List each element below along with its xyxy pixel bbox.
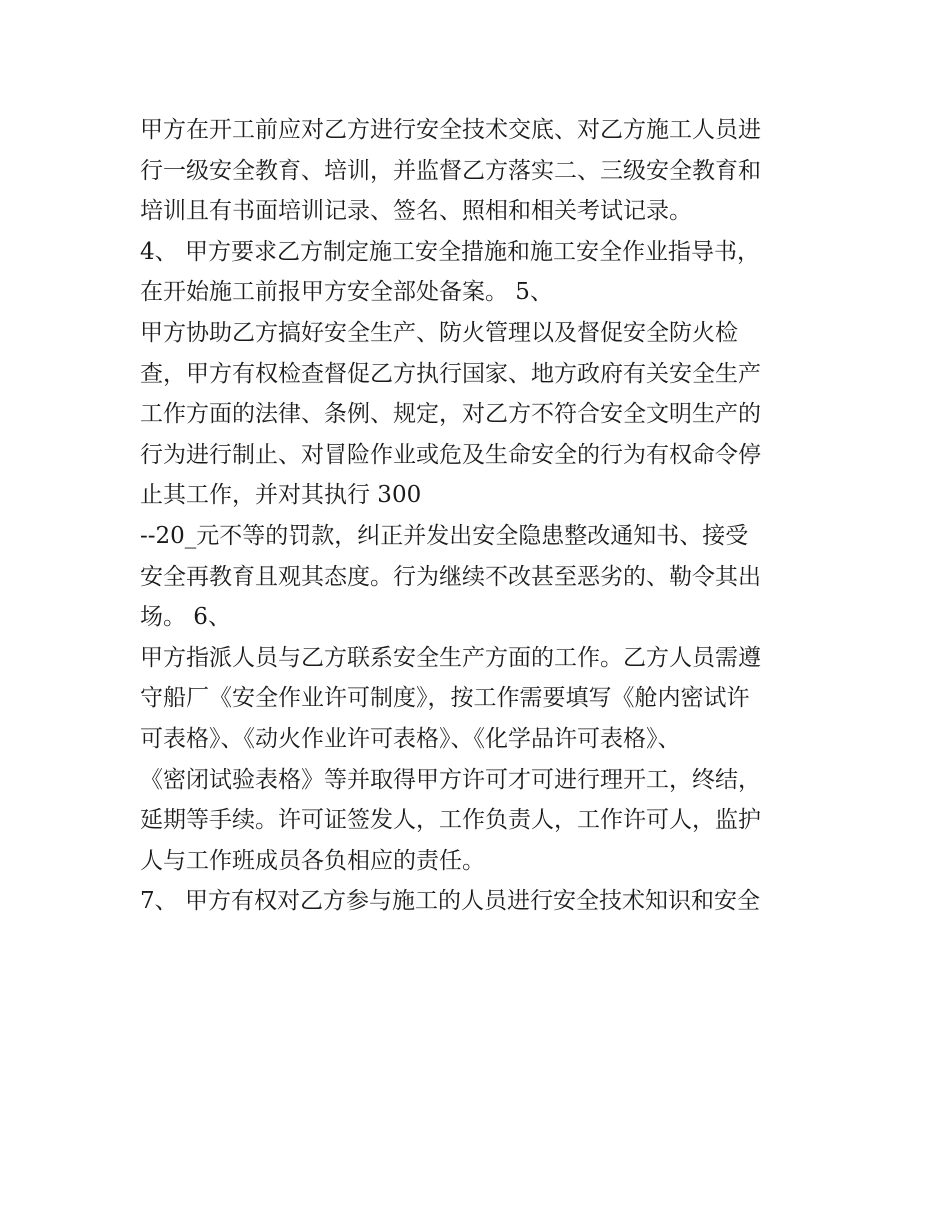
text-line: 延期等手续。许可证签发人，工作负责人，工作许可人，监护 bbox=[140, 807, 761, 834]
text-line: 甲方在开工前应对乙方进行安全技术交底、对乙方施工人员进 bbox=[140, 117, 761, 143]
text-line: 守船厂《安全作业许可制度》，按工作需要填写《舱内密试许 bbox=[140, 685, 750, 712]
text-line: 工作方面的法律、条例、规定，对乙方不符合安全文明生产的 bbox=[140, 401, 761, 428]
text-line: 4、 甲方要求乙方制定施工安全措施和施工安全作业指导书， bbox=[140, 238, 760, 265]
text-line: 场。 6、 bbox=[140, 604, 231, 631]
text-line: 安全再教育且观其态度。行为继续不改甚至恶劣的、勒令其出 bbox=[140, 563, 761, 590]
text-line: 甲方协助乙方搞好安全生产、防火管理以及督促安全防火检 bbox=[140, 319, 738, 346]
text-line: 培训且有书面培训记录、签名、照相和相关考试记录。 bbox=[140, 198, 692, 225]
text-line: 止其工作，并对其执行 300 bbox=[140, 482, 422, 509]
text-line: 可表格》、《动火作业许可表格》、《化学品许可表格》、 bbox=[140, 725, 681, 752]
text-line: 查，甲方有权检查督促乙方执行国家、地方政府有关安全生产 bbox=[140, 360, 761, 387]
text-line: 人与工作班成员各负相应的责任。 bbox=[140, 847, 485, 874]
text-line: 行一级安全教育、培训，并监督乙方落实二、三级安全教育和 bbox=[140, 157, 761, 184]
text-line: --20_元不等的罚款，纠正并发出安全隐患整改通知书、接受 bbox=[140, 522, 749, 549]
text-line: 在开始施工前报甲方安全部处备案。 5、 bbox=[140, 279, 553, 306]
text-line: 甲方指派人员与乙方联系安全生产方面的工作。乙方人员需遵 bbox=[140, 644, 761, 671]
text-line: 行为进行制止、对冒险作业或危及生命安全的行为有权命令停 bbox=[140, 441, 761, 468]
text-line: 《密闭试验表格》等并取得甲方许可才可进行理开工，终结， bbox=[140, 766, 761, 793]
text-line: 7、 甲方有权对乙方参与施工的人员进行安全技术知识和安全 bbox=[140, 888, 760, 915]
body-text bbox=[140, 110, 820, 922]
